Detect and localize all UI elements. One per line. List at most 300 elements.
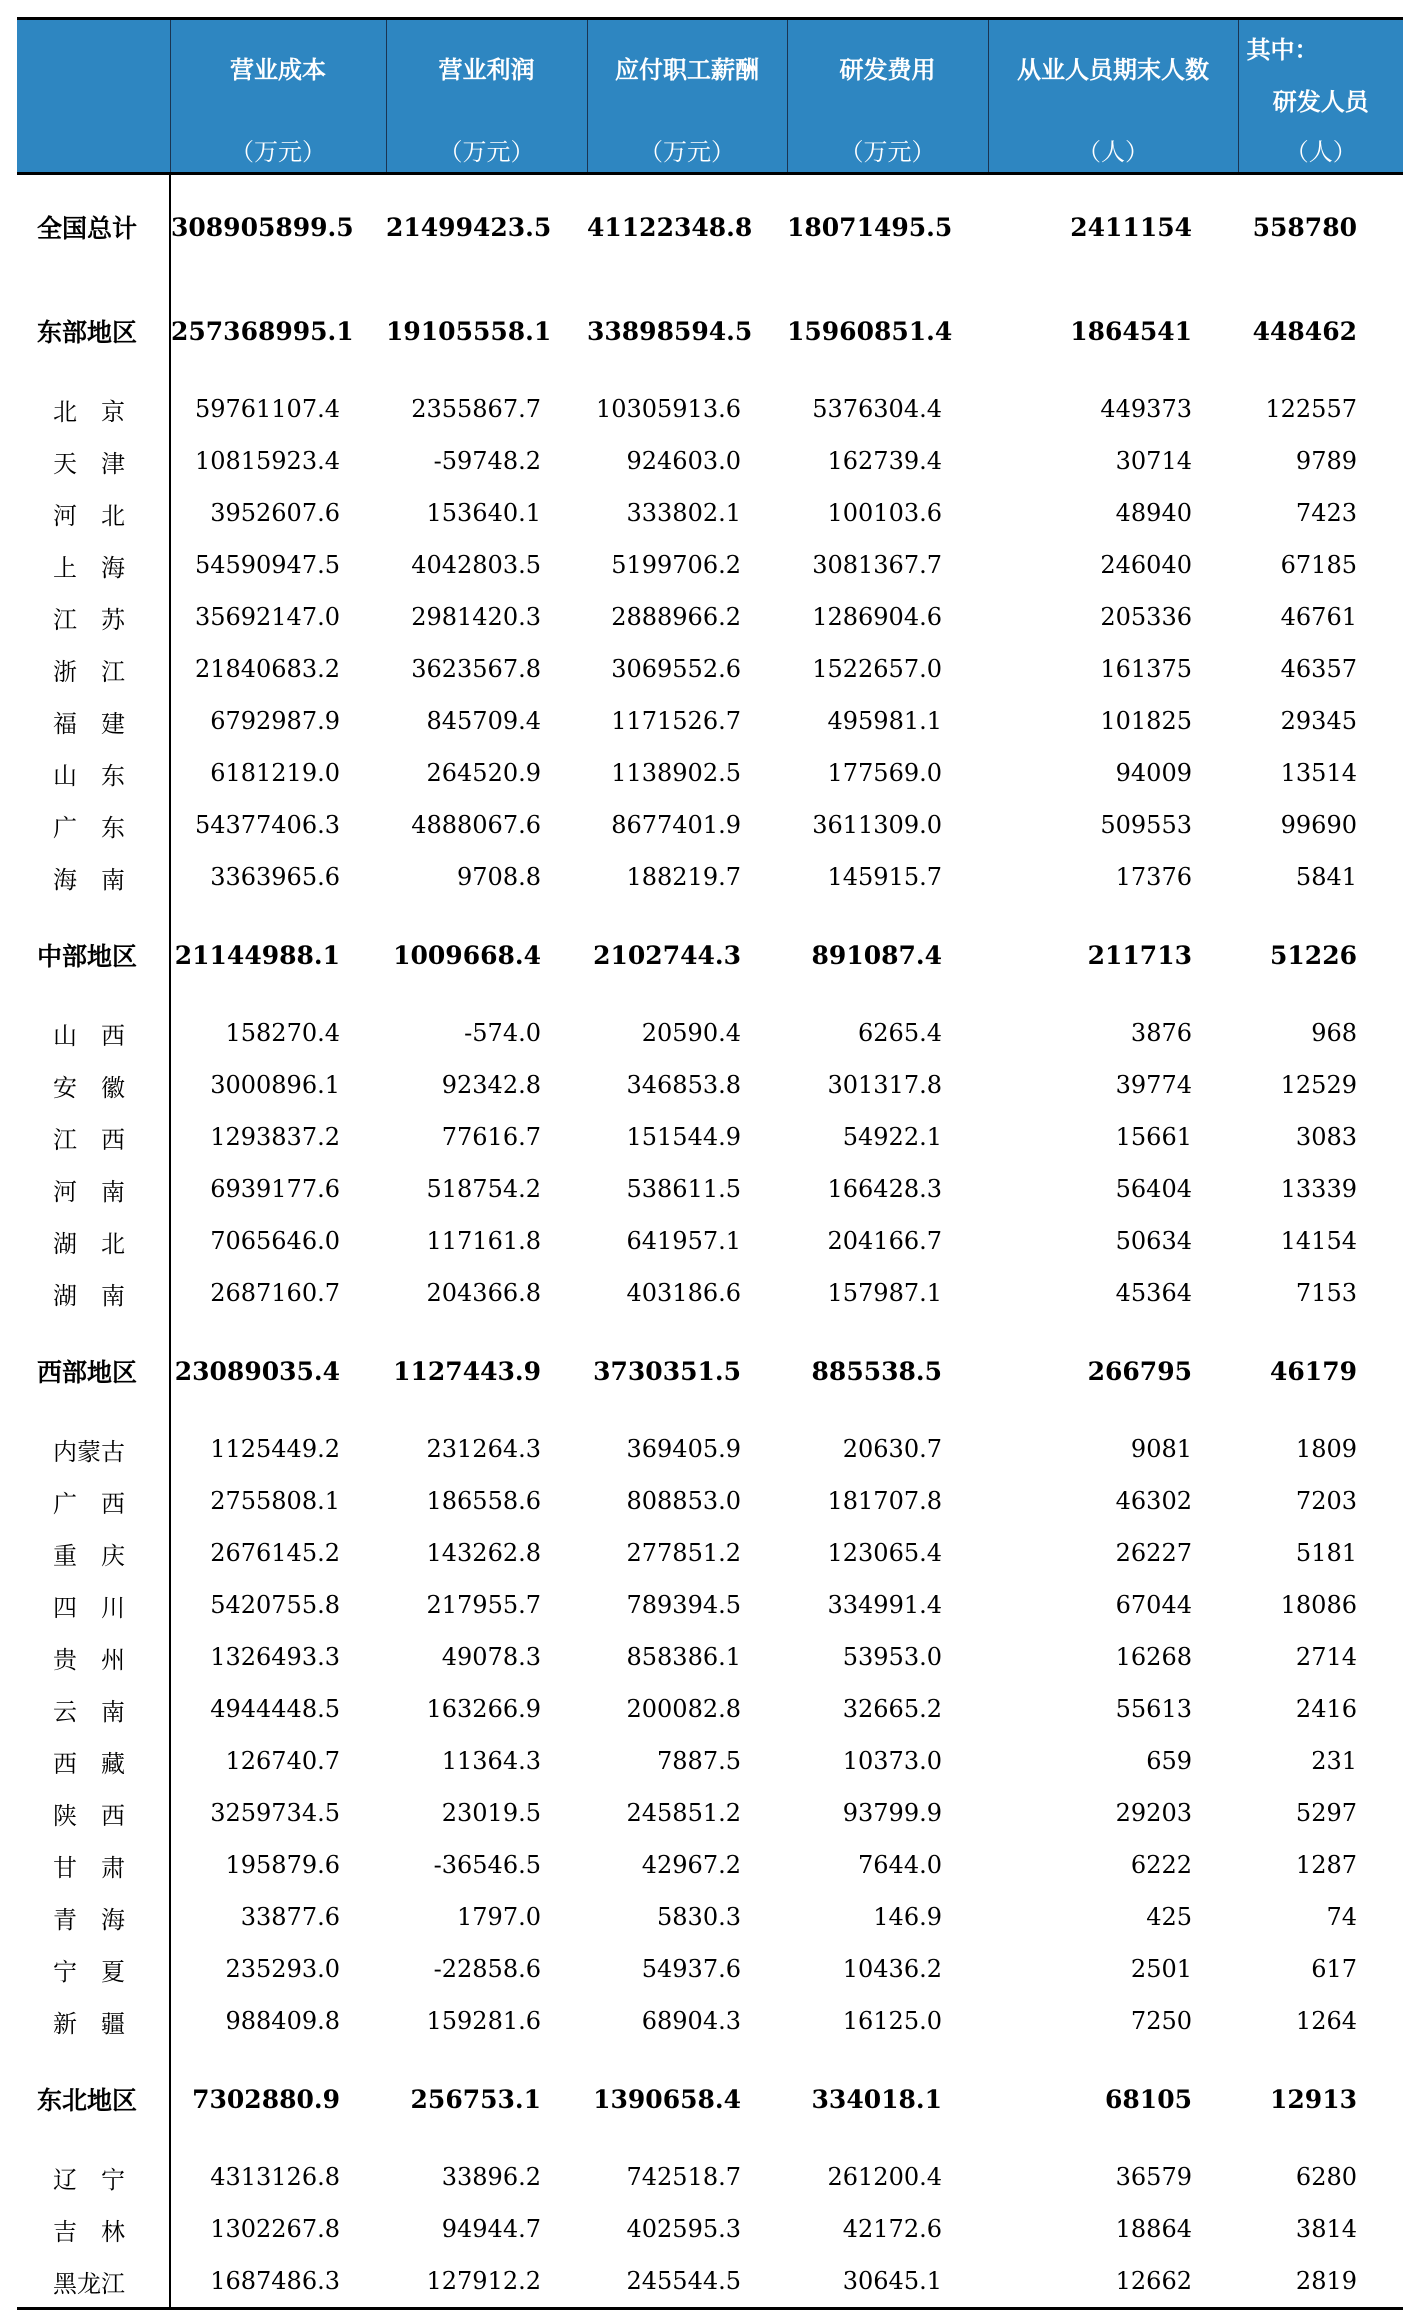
value-cell: 59761107.4 [194, 395, 340, 423]
header-label: 营业成本 [230, 55, 326, 84]
value-cell: 257368995.1 [171, 316, 354, 346]
value-cell: 5841 [1295, 863, 1357, 891]
value-cell: 21499423.5 [386, 212, 552, 242]
header-unit: （万元） [230, 138, 326, 166]
header-rd-expense [787, 19, 988, 174]
region-name: 重 庆 [17, 1527, 170, 1579]
header-operating-cost [170, 19, 386, 174]
value-cell: 13514 [1280, 759, 1357, 787]
province-row [17, 539, 1403, 591]
header-label: 研发人员 [1272, 87, 1369, 116]
region-name: 青 海 [17, 1891, 170, 1943]
value-cell: 151544.9 [626, 1123, 741, 1151]
value-cell: 67185 [1280, 551, 1357, 579]
value-cell: 6265.4 [858, 1019, 942, 1047]
value-cell: 12913 [1270, 2084, 1357, 2114]
value-cell: 7302880.9 [192, 2084, 340, 2114]
value-cell: 46761 [1280, 603, 1357, 631]
province-row [17, 695, 1403, 747]
value-cell: 2676145.2 [210, 1539, 340, 1567]
header-label: 从业人员期末人数 [1017, 55, 1209, 84]
value-cell: 4888067.6 [411, 811, 541, 839]
value-cell: 204366.8 [426, 1279, 541, 1307]
value-cell: 186558.6 [426, 1487, 541, 1515]
value-cell: 7203 [1295, 1487, 1357, 1515]
value-cell: 30714 [1115, 447, 1192, 475]
value-cell: 29203 [1115, 1799, 1192, 1827]
value-cell: 6280 [1295, 2163, 1357, 2191]
value-cell: 94009 [1115, 759, 1192, 787]
region-total-row [17, 279, 1403, 383]
value-cell: 346853.8 [626, 1071, 741, 1099]
region-name: 山 西 [17, 1007, 170, 1059]
value-cell: 3069552.6 [611, 655, 741, 683]
value-cell: 117161.8 [426, 1227, 541, 1255]
province-row [17, 1267, 1403, 1319]
value-cell: 18864 [1115, 2215, 1192, 2243]
value-cell: 5181 [1295, 1539, 1357, 1567]
value-cell: 41122348.8 [587, 212, 753, 242]
value-cell: 16125.0 [842, 2007, 942, 2035]
value-cell: 9708.8 [457, 863, 541, 891]
value-cell: 7250 [1130, 2007, 1192, 2035]
value-cell: 6792987.9 [210, 707, 340, 735]
value-cell: -574.0 [464, 1019, 541, 1047]
header-unit: （万元） [438, 138, 535, 166]
value-cell: 217955.7 [426, 1591, 541, 1619]
value-cell: 46302 [1115, 1487, 1192, 1515]
region-name: 内蒙古 [17, 1423, 170, 1475]
value-cell: 277851.2 [626, 1539, 741, 1567]
value-cell: 231 [1311, 1747, 1357, 1775]
value-cell: 1293837.2 [210, 1123, 340, 1151]
value-cell: 101825 [1100, 707, 1192, 735]
value-cell: 1302267.8 [210, 2215, 340, 2243]
province-row [17, 1787, 1403, 1839]
header-label-prefix: 其中： [1246, 35, 1319, 64]
value-cell: 20630.7 [842, 1435, 942, 1463]
value-cell: 2755808.1 [210, 1487, 340, 1515]
province-row [17, 1943, 1403, 1995]
value-cell: 29345 [1280, 707, 1357, 735]
value-cell: 968 [1311, 1019, 1357, 1047]
value-cell: 3081367.7 [812, 551, 942, 579]
value-cell: 127912.2 [386, 2255, 587, 2309]
value-cell: 36579 [1115, 2163, 1192, 2191]
value-cell: 3814 [1295, 2215, 1357, 2243]
value-cell: 1522657.0 [812, 655, 942, 683]
province-row [17, 487, 1403, 539]
value-cell: 3363965.6 [210, 863, 340, 891]
value-cell: 146.9 [873, 1903, 942, 1931]
value-cell: 93799.9 [842, 1799, 942, 1827]
value-cell: 15960851.4 [787, 316, 953, 346]
value-cell: 162739.4 [827, 447, 942, 475]
regional-statistics-table [17, 17, 1403, 2310]
value-cell: 12529 [1280, 1071, 1357, 1099]
value-cell: 2687160.7 [210, 1279, 340, 1307]
value-cell: 495981.1 [827, 707, 942, 735]
value-cell: 256753.1 [410, 2084, 541, 2114]
value-cell: 13339 [1280, 1175, 1357, 1203]
value-cell: 7887.5 [657, 1747, 741, 1775]
value-cell: 808853.0 [626, 1487, 741, 1515]
province-row [17, 799, 1403, 851]
value-cell: -22858.6 [433, 1955, 541, 1983]
value-cell: 924603.0 [626, 447, 741, 475]
value-cell: 19105558.1 [386, 316, 552, 346]
value-cell: 1286904.6 [812, 603, 942, 631]
value-cell: 42967.2 [641, 1851, 741, 1879]
value-cell: 891087.4 [811, 940, 942, 970]
province-row [17, 383, 1403, 435]
value-cell: 204166.7 [827, 1227, 942, 1255]
value-cell: 11364.3 [441, 1747, 541, 1775]
value-cell: 46357 [1280, 655, 1357, 683]
province-row [17, 1995, 1403, 2047]
region-name: 甘 肃 [17, 1839, 170, 1891]
value-cell: 8677401.9 [611, 811, 741, 839]
value-cell: 1864541 [1070, 316, 1192, 346]
region-name: 贵 州 [17, 1631, 170, 1683]
value-cell: 50634 [1115, 1227, 1192, 1255]
value-cell: 195879.6 [225, 1851, 340, 1879]
value-cell: 6222 [1130, 1851, 1192, 1879]
value-cell: 301317.8 [827, 1071, 942, 1099]
value-cell: -36546.5 [433, 1851, 541, 1879]
value-cell: 789394.5 [626, 1591, 741, 1619]
value-cell: 145915.7 [827, 863, 942, 891]
value-cell: 261200.4 [827, 2163, 942, 2191]
value-cell: 7065646.0 [210, 1227, 340, 1255]
value-cell: 509553 [1100, 811, 1192, 839]
value-cell: 1138902.5 [611, 759, 741, 787]
region-name: 全国总计 [17, 174, 170, 280]
value-cell: 122557 [1265, 395, 1357, 423]
region-total-row [17, 174, 1403, 280]
value-cell: 17376 [1115, 863, 1192, 891]
province-row [17, 1891, 1403, 1943]
value-cell: 858386.1 [626, 1643, 741, 1671]
value-cell: 188219.7 [626, 863, 741, 891]
header-label: 研发费用 [839, 55, 936, 84]
province-row [17, 1839, 1403, 1891]
value-cell: 659 [1146, 1747, 1192, 1775]
table-body [17, 174, 1403, 2309]
province-row [17, 591, 1403, 643]
value-cell: 211713 [1087, 940, 1192, 970]
value-cell: 518754.2 [426, 1175, 541, 1203]
value-cell: 2888966.2 [611, 603, 741, 631]
region-name: 海 南 [17, 851, 170, 903]
value-cell: 10305913.6 [595, 395, 741, 423]
value-cell: 32665.2 [842, 1695, 942, 1723]
value-cell: 157987.1 [827, 1279, 942, 1307]
value-cell: 333802.1 [626, 499, 741, 527]
value-cell: 448462 [1252, 316, 1357, 346]
value-cell: 1326493.3 [210, 1643, 340, 1671]
value-cell: 7153 [1295, 1279, 1357, 1307]
value-cell: 4042803.5 [411, 551, 541, 579]
value-cell: 94944.7 [441, 2215, 541, 2243]
value-cell: 6181219.0 [210, 759, 340, 787]
region-name: 中部地区 [17, 903, 170, 1007]
region-name: 山 东 [17, 747, 170, 799]
province-row [17, 2255, 1403, 2309]
value-cell: 246040 [1100, 551, 1192, 579]
value-cell: 49078.3 [441, 1643, 541, 1671]
value-cell: 1797.0 [457, 1903, 541, 1931]
header-unit: （万元） [839, 138, 936, 166]
value-cell: 35692147.0 [194, 603, 340, 631]
header-employees [988, 19, 1238, 174]
value-cell: 67044 [1115, 1591, 1192, 1619]
value-cell: 1171526.7 [611, 707, 741, 735]
province-row [17, 1579, 1403, 1631]
value-cell: 742518.7 [626, 2163, 741, 2191]
value-cell: 15661 [1115, 1123, 1192, 1151]
value-cell: 1264 [1295, 2007, 1357, 2035]
region-name: 宁 夏 [17, 1943, 170, 1995]
value-cell: 9081 [1130, 1435, 1192, 1463]
region-name: 北 京 [17, 383, 170, 435]
value-cell: 2102744.3 [593, 940, 741, 970]
value-cell: 3623567.8 [411, 655, 541, 683]
value-cell: 99690 [1280, 811, 1357, 839]
value-cell: 845709.4 [426, 707, 541, 735]
value-cell: 2416 [1295, 1695, 1357, 1723]
region-name: 新 疆 [17, 1995, 170, 2047]
province-row [17, 1527, 1403, 1579]
value-cell: 55613 [1115, 1695, 1192, 1723]
province-row [17, 747, 1403, 799]
value-cell: 3259734.5 [210, 1799, 340, 1827]
region-name: 安 徽 [17, 1059, 170, 1111]
value-cell: 9789 [1295, 447, 1357, 475]
value-cell: 4313126.8 [210, 2163, 340, 2191]
region-name: 四 川 [17, 1579, 170, 1631]
value-cell: 30645.1 [787, 2255, 988, 2309]
province-row [17, 1423, 1403, 1475]
value-cell: 3611309.0 [812, 811, 942, 839]
value-cell: 77616.7 [441, 1123, 541, 1151]
region-name: 广 西 [17, 1475, 170, 1527]
value-cell: 2501 [1130, 1955, 1192, 1983]
region-name: 天 津 [17, 435, 170, 487]
value-cell: 641957.1 [626, 1227, 741, 1255]
value-cell: 538611.5 [626, 1175, 741, 1203]
value-cell: 68904.3 [641, 2007, 741, 2035]
value-cell: 2355867.7 [411, 395, 541, 423]
value-cell: 266795 [1087, 1356, 1192, 1386]
value-cell: 159281.6 [426, 2007, 541, 2035]
value-cell: 74 [1326, 1903, 1357, 1931]
region-name: 东北地区 [17, 2047, 170, 2151]
value-cell: 10373.0 [842, 1747, 942, 1775]
value-cell: 5297 [1295, 1799, 1357, 1827]
value-cell: 33877.6 [240, 1903, 340, 1931]
region-total-row [17, 1319, 1403, 1423]
value-cell: 4944448.5 [210, 1695, 340, 1723]
value-cell: 48940 [1115, 499, 1192, 527]
value-cell: 42172.6 [842, 2215, 942, 2243]
value-cell: 12662 [988, 2255, 1238, 2309]
value-cell: 20590.4 [641, 1019, 741, 1047]
value-cell: 245851.2 [626, 1799, 741, 1827]
value-cell: 126740.7 [225, 1747, 340, 1775]
value-cell: 23019.5 [441, 1799, 541, 1827]
value-cell: 1287 [1295, 1851, 1357, 1879]
value-cell: 403186.6 [626, 1279, 741, 1307]
value-cell: 153640.1 [426, 499, 541, 527]
province-row [17, 435, 1403, 487]
value-cell: 3952607.6 [210, 499, 340, 527]
value-cell: 5830.3 [657, 1903, 741, 1931]
value-cell: 177569.0 [827, 759, 942, 787]
region-total-row [17, 903, 1403, 1007]
region-name: 江 苏 [17, 591, 170, 643]
province-row [17, 1111, 1403, 1163]
region-name: 吉 林 [17, 2203, 170, 2255]
value-cell: 1390658.4 [593, 2084, 741, 2114]
value-cell: 16268 [1115, 1643, 1192, 1671]
value-cell: 425 [1146, 1903, 1192, 1931]
value-cell: 54922.1 [842, 1123, 942, 1151]
value-cell: 10815923.4 [194, 447, 340, 475]
value-cell: 26227 [1115, 1539, 1192, 1567]
value-cell: 1127443.9 [393, 1356, 541, 1386]
value-cell: 231264.3 [426, 1435, 541, 1463]
value-cell: 2981420.3 [411, 603, 541, 631]
value-cell: 7644.0 [858, 1851, 942, 1879]
header-label: 营业利润 [438, 55, 535, 84]
region-total-row [17, 2047, 1403, 2151]
value-cell: 143262.8 [426, 1539, 541, 1567]
value-cell: 2819 [1238, 2255, 1403, 2309]
region-name: 黑龙江 [17, 2255, 170, 2309]
statistics-table-container [17, 17, 1403, 2310]
value-cell: 334018.1 [811, 2084, 942, 2114]
value-cell: 1009668.4 [393, 940, 541, 970]
region-name: 浙 江 [17, 643, 170, 695]
region-name: 河 南 [17, 1163, 170, 1215]
region-name: 河 北 [17, 487, 170, 539]
province-row [17, 1215, 1403, 1267]
region-name: 西部地区 [17, 1319, 170, 1423]
value-cell: 45364 [1115, 1279, 1192, 1307]
value-cell: 68105 [1105, 2084, 1192, 2114]
value-cell: 56404 [1115, 1175, 1192, 1203]
region-name: 西 藏 [17, 1735, 170, 1787]
province-row [17, 1631, 1403, 1683]
value-cell: 46179 [1270, 1356, 1357, 1386]
value-cell: 18086 [1280, 1591, 1357, 1619]
value-cell: 6939177.6 [210, 1175, 340, 1203]
region-name: 辽 宁 [17, 2151, 170, 2203]
value-cell: 39774 [1115, 1071, 1192, 1099]
value-cell: 100103.6 [827, 499, 942, 527]
value-cell: 166428.3 [827, 1175, 942, 1203]
value-cell: 369405.9 [626, 1435, 741, 1463]
value-cell: -59748.2 [433, 447, 541, 475]
value-cell: 264520.9 [426, 759, 541, 787]
header-unit: （人） [1077, 138, 1149, 166]
value-cell: 5420755.8 [210, 1591, 340, 1619]
value-cell: 23089035.4 [174, 1356, 340, 1386]
value-cell: 161375 [1100, 655, 1192, 683]
value-cell: 3000896.1 [210, 1071, 340, 1099]
value-cell: 245544.5 [587, 2255, 787, 2309]
province-row [17, 1163, 1403, 1215]
value-cell: 1687486.3 [170, 2255, 386, 2309]
value-cell: 988409.8 [225, 2007, 340, 2035]
value-cell: 21840683.2 [194, 655, 340, 683]
value-cell: 3876 [1130, 1019, 1192, 1047]
value-cell: 92342.8 [441, 1071, 541, 1099]
value-cell: 54590947.5 [194, 551, 340, 579]
header-unit: （人） [1284, 138, 1357, 166]
region-name: 东部地区 [17, 279, 170, 383]
value-cell: 5199706.2 [611, 551, 741, 579]
value-cell: 205336 [1100, 603, 1192, 631]
value-cell: 7423 [1295, 499, 1357, 527]
value-cell: 33898594.5 [587, 316, 753, 346]
value-cell: 14154 [1280, 1227, 1357, 1255]
header-operating-profit [386, 19, 587, 174]
header-payroll [587, 19, 787, 174]
region-name: 上 海 [17, 539, 170, 591]
province-row [17, 643, 1403, 695]
header-unit: （万元） [639, 138, 735, 166]
value-cell: 3730351.5 [593, 1356, 741, 1386]
value-cell: 158270.4 [225, 1019, 340, 1047]
value-cell: 21144988.1 [174, 940, 340, 970]
value-cell: 1125449.2 [210, 1435, 340, 1463]
header-rd-staff [1238, 19, 1403, 174]
region-name: 江 西 [17, 1111, 170, 1163]
value-cell: 558780 [1252, 212, 1357, 242]
province-row [17, 851, 1403, 903]
value-cell: 163266.9 [426, 1695, 541, 1723]
value-cell: 885538.5 [811, 1356, 942, 1386]
value-cell: 33896.2 [441, 2163, 541, 2191]
header-label: 应付职工薪酬 [615, 55, 759, 84]
region-name: 广 东 [17, 799, 170, 851]
value-cell: 3083 [1295, 1123, 1357, 1151]
value-cell: 181707.8 [827, 1487, 942, 1515]
value-cell: 2411154 [1070, 212, 1192, 242]
value-cell: 235293.0 [225, 1955, 340, 1983]
region-name: 湖 南 [17, 1267, 170, 1319]
region-name: 湖 北 [17, 1215, 170, 1267]
region-name: 陕 西 [17, 1787, 170, 1839]
value-cell: 54377406.3 [194, 811, 340, 839]
province-row [17, 1735, 1403, 1787]
value-cell: 54937.6 [641, 1955, 741, 1983]
value-cell: 1809 [1295, 1435, 1357, 1463]
value-cell: 2714 [1295, 1643, 1357, 1671]
value-cell: 123065.4 [827, 1539, 942, 1567]
table-header [17, 19, 1403, 174]
value-cell: 53953.0 [842, 1643, 942, 1671]
value-cell: 617 [1311, 1955, 1357, 1983]
value-cell: 449373 [1100, 395, 1192, 423]
province-row [17, 2151, 1403, 2203]
header-region [17, 19, 170, 174]
value-cell: 308905899.5 [171, 212, 354, 242]
province-row [17, 2203, 1403, 2255]
region-name: 云 南 [17, 1683, 170, 1735]
